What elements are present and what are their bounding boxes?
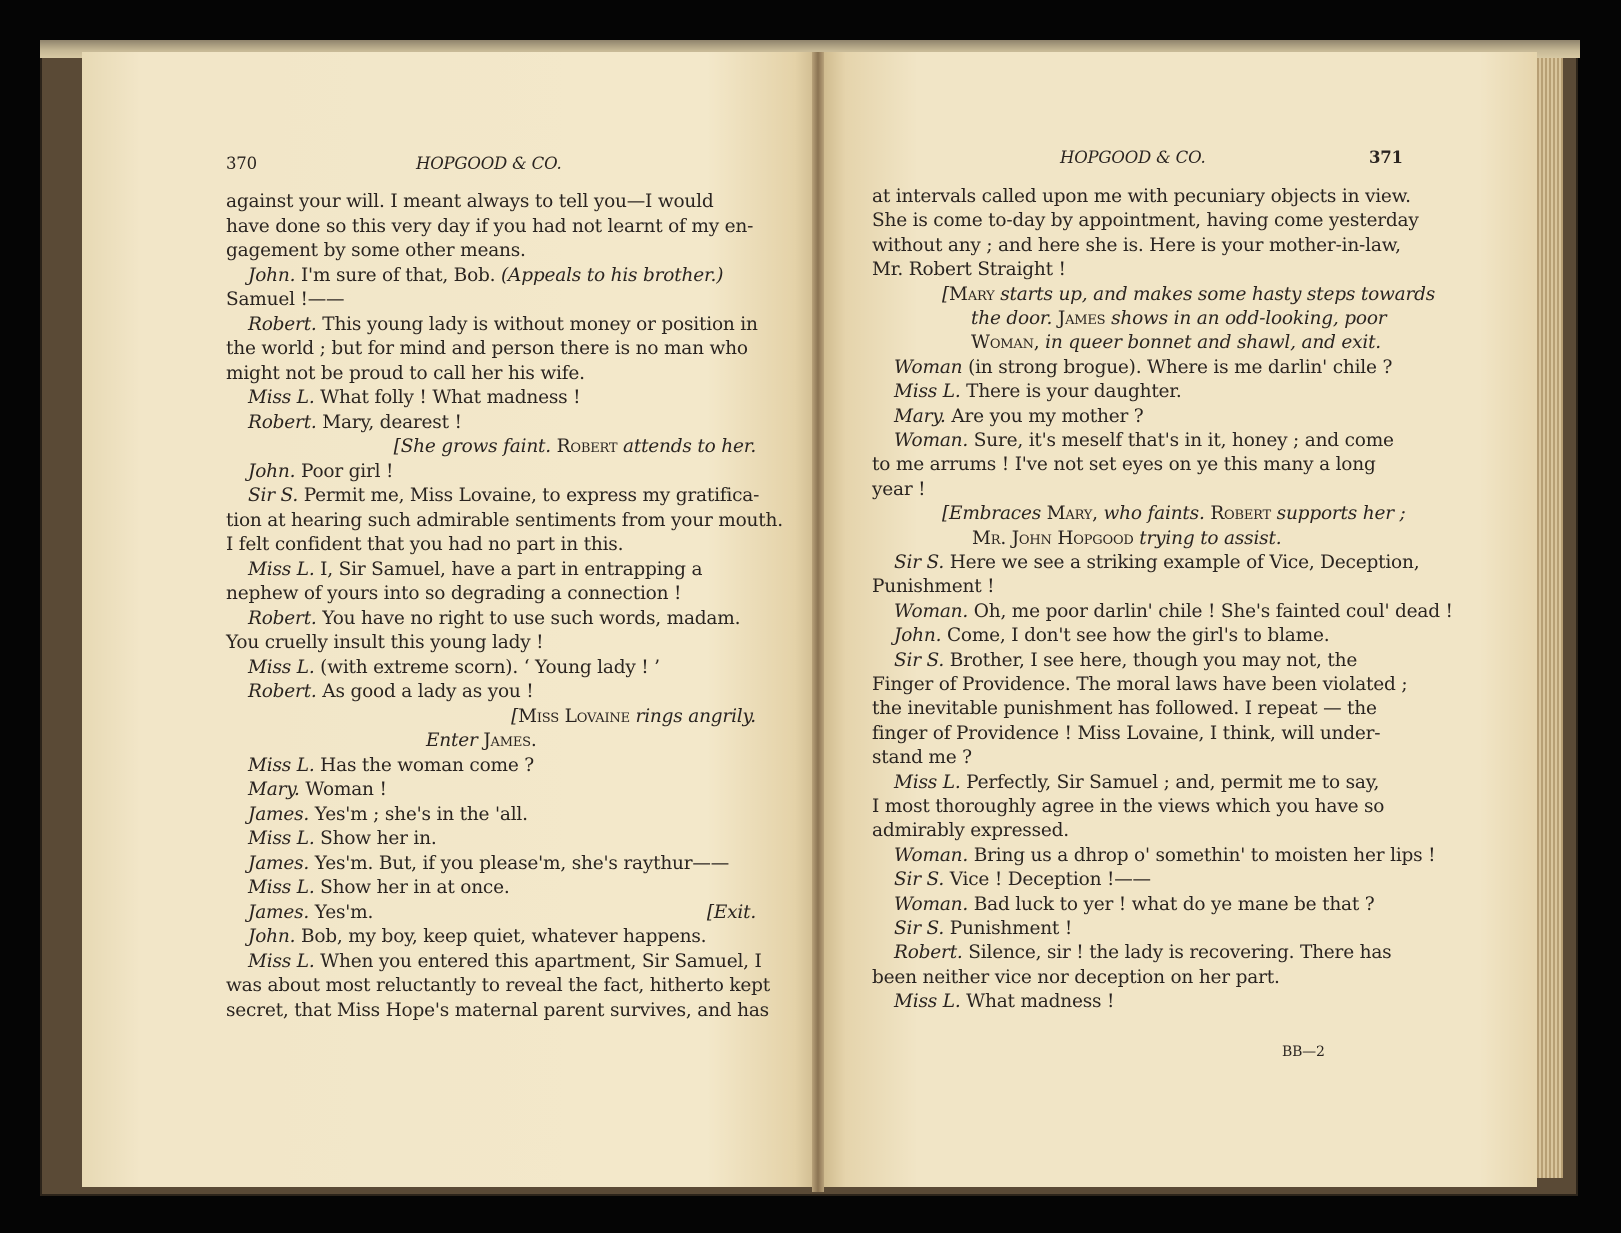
dialogue-text: Bring us a dhrop o' somethin' to moisten her lips ! <box>968 844 1436 866</box>
stage-direction: [ <box>942 283 950 305</box>
dialogue-text: against your will. I meant always to tell you—I would <box>226 191 714 212</box>
dialogue-text: been neither vice nor deception on her part. <box>872 966 1280 988</box>
dialogue-text: (with extreme scorn). ‘ Young lady ! ’ <box>314 656 660 678</box>
dialogue-text: gagement by some other means. <box>226 240 526 261</box>
text-line <box>872 795 1384 819</box>
dialogue-text: (in strong brogue). Where is me darlin' chile ? <box>962 356 1393 378</box>
text-line <box>894 893 1375 917</box>
text-line <box>248 901 373 925</box>
dialogue-text: the world ; but for mind and person there is no man who <box>226 338 748 359</box>
dialogue-text: Yes'm. But, if you please'm, she's raythur—— <box>309 852 729 874</box>
character-name: Mr. John Hopgood <box>972 527 1134 549</box>
dialogue-text: finger of Providence ! Miss Lovaine, I think, will under- <box>872 722 1381 744</box>
text-line <box>226 337 748 361</box>
speaker-name: Sir S. <box>894 552 945 573</box>
dialogue-text: admirably expressed. <box>872 820 1069 842</box>
speaker-name: Woman. <box>894 893 969 915</box>
character-name: Robert <box>556 436 618 457</box>
text-line <box>894 868 1151 892</box>
text-line <box>894 990 1114 1014</box>
text-line <box>426 729 537 753</box>
speaker-name: Sir S. <box>248 485 299 506</box>
speaker-name: Robert. <box>248 411 317 433</box>
speaker-name: John. <box>248 926 296 947</box>
dialogue-text: Punishment ! <box>872 576 995 598</box>
speaker-name: John. <box>894 625 942 647</box>
text-line <box>248 656 660 680</box>
dialogue-text: There is your daughter. <box>960 381 1182 403</box>
text-line <box>894 844 1435 868</box>
speaker-name: John. <box>248 264 296 286</box>
text-line <box>894 600 1453 624</box>
text-line <box>894 649 1357 673</box>
stage-direction: attends to her. <box>617 436 756 457</box>
signature-mark: BB—2 <box>1282 1044 1325 1060</box>
text-line <box>226 974 770 998</box>
speaker-name: Robert. <box>248 607 317 629</box>
dialogue-text: nephew of yours into so degrading a connection ! <box>226 583 682 604</box>
dialogue-text: I most thoroughly agree in the views which you have so <box>872 796 1385 817</box>
character-name: Mary, <box>1046 503 1098 525</box>
dialogue-text: Yes'm. <box>309 901 374 923</box>
text-line <box>894 624 1329 648</box>
speaker-name: Miss L. <box>894 381 961 403</box>
left-page-number: 370 <box>226 154 257 173</box>
dialogue-text: What madness ! <box>960 991 1115 1013</box>
dialogue-text: Show her in. <box>314 828 437 849</box>
speaker-name: Miss L. <box>248 754 315 776</box>
text-line <box>226 190 713 214</box>
text-line <box>226 288 344 312</box>
text-line <box>511 705 756 729</box>
stage-direction: rings angrily. <box>629 705 756 727</box>
text-line <box>872 209 1419 233</box>
text-line <box>248 852 729 876</box>
speaker-name: Miss L. <box>248 950 315 972</box>
dialogue-text: Mr. Robert Straight ! <box>872 259 1066 281</box>
text-line <box>248 827 437 851</box>
stage-direction: shows in an odd-looking, poor <box>1105 308 1387 329</box>
text-line <box>248 803 528 827</box>
text-line <box>971 307 1386 331</box>
dialogue-text: She is come to-day by appointment, having come yesterday <box>872 210 1419 232</box>
text-line <box>248 876 510 900</box>
dialogue-text: When you entered this apartment, Sir Samuel, I <box>314 950 762 972</box>
text-line <box>872 819 1069 843</box>
text-line <box>248 264 723 288</box>
exit-direction: [Exit. <box>706 901 756 923</box>
dialogue-text: Poor girl ! <box>295 460 394 482</box>
speaker-name: Mary. <box>894 405 946 427</box>
text-line <box>971 331 1381 355</box>
text-line <box>872 575 994 599</box>
text-line <box>872 673 1407 697</box>
dialogue-text: This young lady is without money or position in <box>316 313 758 335</box>
character-name: James <box>1057 308 1106 329</box>
text-line <box>872 258 1066 282</box>
speaker-name: Sir S. <box>894 918 945 939</box>
text-line <box>872 746 972 770</box>
dialogue-text: What folly ! What madness ! <box>314 387 581 408</box>
text-line <box>872 478 925 502</box>
dialogue-text: have done so this very day if you had not learnt of my en- <box>226 215 754 237</box>
stage-direction: who faints. <box>1097 503 1211 525</box>
text-line <box>942 283 1435 307</box>
dialogue-text: Vice ! Deception !—— <box>944 869 1151 891</box>
speaker-name: James. <box>248 901 310 923</box>
speaker-name: James. <box>248 852 310 874</box>
dialogue-text: Sure, it's meself that's in it, honey ; and come <box>968 430 1394 451</box>
text-line <box>248 778 387 802</box>
dialogue-text: without any ; and here she is. Here is your mother-in-law, <box>872 234 1401 256</box>
dialogue-text: Finger of Providence. The moral laws have been violated ; <box>872 674 1408 695</box>
text-line <box>248 558 702 582</box>
speaker-name: Miss L. <box>894 771 961 793</box>
text-line <box>872 722 1380 746</box>
page-edges <box>1537 58 1563 1178</box>
speaker-name: Robert. <box>894 942 963 964</box>
speaker-name: Robert. <box>248 681 317 702</box>
text-line <box>226 582 681 606</box>
dialogue-text: was about most reluctantly to reveal the fact, hitherto kept <box>226 975 770 996</box>
stage-direction: trying to assist. <box>1133 527 1282 549</box>
dialogue-text: As good a lady as you ! <box>316 681 534 702</box>
text-line <box>226 631 543 655</box>
dialogue-text: Samuel !—— <box>226 289 345 310</box>
text-line <box>248 386 580 410</box>
speaker-name: Mary. <box>248 779 300 800</box>
text-line <box>248 411 462 435</box>
text-line <box>248 607 740 631</box>
text-line <box>894 771 1379 795</box>
speaker-name: Sir S. <box>894 649 945 671</box>
text-line <box>226 239 526 263</box>
character-name: Mary <box>949 283 995 305</box>
speaker-name: Miss L. <box>248 387 315 408</box>
dialogue-text: Here we see a striking example of Vice, Deception, <box>944 552 1420 573</box>
dialogue-text: Come, I don't see how the girl's to blame. <box>941 625 1330 647</box>
text-line <box>248 460 393 484</box>
text-line <box>872 453 1376 477</box>
speaker-name: Miss L. <box>248 558 315 580</box>
gutter <box>812 52 824 1192</box>
dialogue-text: Show her in at once. <box>314 877 510 898</box>
dialogue-text: secret, that Miss Hope's maternal parent survives, and has <box>226 999 769 1021</box>
stage-direction: the door. <box>971 308 1058 329</box>
text-line <box>894 941 1391 965</box>
stage-direction: in queer bonnet and shawl, and exit. <box>1039 332 1381 354</box>
text-line <box>894 917 1072 941</box>
dialogue-text: I'm sure of that, Bob. <box>295 264 502 286</box>
speaker-name: Miss L. <box>894 991 961 1013</box>
text-line <box>226 362 585 386</box>
dialogue-text: Mary, dearest ! <box>316 411 462 433</box>
dialogue-text: I, Sir Samuel, have a part in entrapping a <box>314 558 703 580</box>
dialogue-text: Brother, I see here, though you may not, the <box>944 649 1358 671</box>
stage-direction: (Appeals to his brother.) <box>501 264 724 286</box>
text-line <box>894 356 1392 380</box>
speaker-name: Miss L. <box>248 656 315 678</box>
speaker-name: John. <box>248 460 296 482</box>
dialogue-text: Has the woman come ? <box>314 754 535 776</box>
stage-direction: [She grows faint. <box>393 436 557 457</box>
character-name: Robert <box>1210 503 1271 525</box>
dialogue-text: Bob, my boy, keep quiet, whatever happens. <box>295 926 707 947</box>
speaker-name: Miss L. <box>248 877 315 898</box>
speaker-name: Woman. <box>894 600 969 622</box>
text-line <box>226 533 623 557</box>
text-line <box>248 950 762 974</box>
speaker-name: Miss L. <box>248 828 315 849</box>
dialogue-text: Oh, me poor darlin' chile ! She's fainted coul' dead ! <box>968 600 1453 622</box>
text-line <box>248 925 706 949</box>
dialogue-text: stand me ? <box>872 747 972 769</box>
stage-direction: supports her ; <box>1270 503 1406 525</box>
text-line <box>894 429 1394 453</box>
text-line <box>972 527 1281 551</box>
speaker-name: James. <box>248 803 310 825</box>
text-line <box>872 697 1377 721</box>
text-line <box>872 966 1280 990</box>
dialogue-text: Punishment ! <box>944 918 1073 939</box>
right-page-number: 371 <box>1369 148 1403 167</box>
text-line <box>894 405 1144 429</box>
dialogue-text: Bad luck to yer ! what do ye mane be that ? <box>968 893 1375 915</box>
stage-direction: [ <box>511 705 519 727</box>
dialogue-text: Yes'm ; she's in the 'all. <box>309 803 528 825</box>
stage-direction: Enter <box>426 730 484 751</box>
text-line <box>894 380 1182 404</box>
text-line <box>226 999 769 1023</box>
text-line <box>394 435 756 459</box>
dialogue-text: I felt confident that you had no part in this. <box>226 534 624 555</box>
character-name: Woman, <box>971 332 1040 354</box>
character-name: James. <box>483 730 537 751</box>
dialogue-text: Are you my mother ? <box>945 405 1144 427</box>
speaker-name: Sir S. <box>894 869 945 891</box>
dialogue-text: tion at hearing such admirable sentiments from your mouth. <box>226 509 783 531</box>
character-name: Miss Lovaine <box>518 705 630 727</box>
speaker-name: Woman. <box>894 844 969 866</box>
stage-direction: starts up, and makes some hasty steps towards <box>994 283 1436 305</box>
text-line <box>248 754 534 778</box>
speaker-name: Woman <box>894 356 963 378</box>
text-line <box>248 484 759 508</box>
speaker-name: Robert. <box>248 313 317 335</box>
text-line <box>872 185 1411 209</box>
text-line <box>248 680 534 704</box>
stage-direction: [Embraces <box>942 503 1047 525</box>
dialogue-text: You cruelly insult this young lady ! <box>226 632 544 653</box>
text-line <box>226 509 783 533</box>
dialogue-text: might not be proud to call her his wife. <box>226 362 585 384</box>
text-line <box>248 313 758 337</box>
dialogue-text: at intervals called upon me with pecuniary objects in view. <box>872 186 1411 207</box>
dialogue-text: Permit me, Miss Lovaine, to express my gratifica- <box>298 485 760 506</box>
dialogue-text: year ! <box>872 478 926 500</box>
dialogue-text: to me arrums ! I've not set eyes on ye this many a long <box>872 454 1376 476</box>
speaker-name: Woman. <box>894 430 969 451</box>
dialogue-text: the inevitable punishment has followed. I repeat — the <box>872 698 1377 720</box>
right-running-head: HOPGOOD & CO. <box>1060 148 1206 167</box>
text-line <box>226 215 753 239</box>
dialogue-text: Woman ! <box>299 779 387 800</box>
text-line <box>894 551 1419 575</box>
text-line <box>942 502 1406 526</box>
left-running-head: HOPGOOD & CO. <box>416 154 562 173</box>
dialogue-text: Silence, sir ! the lady is recovering. There has <box>962 942 1392 964</box>
dialogue-text: You have no right to use such words, madam. <box>316 607 741 629</box>
text-line <box>872 234 1401 258</box>
dialogue-text: Perfectly, Sir Samuel ; and, permit me to say, <box>960 771 1380 793</box>
